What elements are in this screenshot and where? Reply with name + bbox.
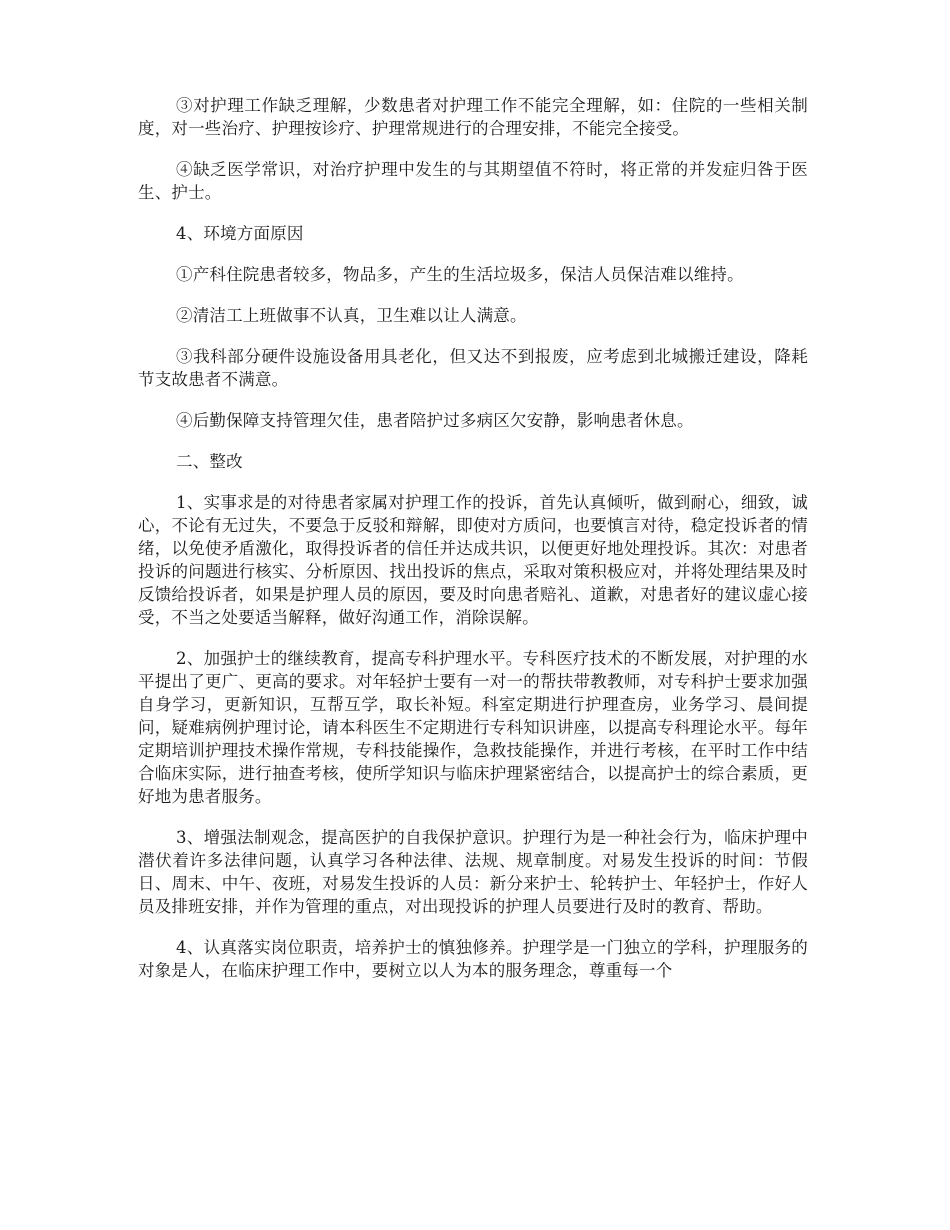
paragraph: 4、认真落实岗位职责，培养护士的慎独修养。护理学是一门独立的学科，护理服务的对象是人，在临床护理工作中，要树立以人为本的服务理念，尊重每一个 [138,938,808,980]
paragraph: ①产科住院患者较多，物品多，产生的生活垃圾多，保洁人员保洁难以维持。 [176,265,744,284]
paragraph: 3、增强法制观念，提高医护的自我保护意识。护理行为是一种社会行为，临床护理中潜伏着许多法律问题，认真学习各种法律、法规、规章制度。对易发生投诉的时间：节假日、周末、中午、夜班，对易发生投诉的人员：新分来护士、轮转护士、年轻护士，作好人员及排班安排，并作为管理的重点，对出现投诉的护理人员要进行及时的教育、帮助。 [138,828,808,916]
document-body [138,94,808,1000]
paragraph: ④后勤保障支持管理欠佳，患者陪护过多病区欠安静，影响患者休息。 [176,411,694,430]
paragraph: 2、加强护士的继续教育，提高专科护理水平。专科医疗技术的不断发展，对护理的水平提出了更广、更高的要求。对年轻护士要有一对一的帮扶带教教师，对专科护士要求加强自身学习，更新知识，互帮互学，取长补短。科室定期进行护理查房，业务学习、晨间提问，疑难病例护理讨论，请本科医生不定期进行专科知识讲座，以提高专科理论水平。每年定期培训护理技术操作常规，专科技能操作，急救技能操作，并进行考核，在平时工作中结合临床实际，进行抽查考核，使所学知识与临床护理紧密结合，以提高护士的综合素质，更好地为患者服务。 [138,649,808,806]
paragraph: 1、实事求是的对待患者家属对护理工作的投诉，首先认真倾听，做到耐心，细致，诚心，不论有无过失，不要急于反驳和辩解，即使对方质问，也要慎言对待，稳定投诉者的情绪，以免使矛盾激化，取得投诉者的信任并达成共识，以便更好地处理投诉。其次：对患者投诉的问题进行核实、分析原因、找出投诉的焦点，采取对策积极应对，并将处理结果及时反馈给投诉者，如果是护理人员的原因，要及时向患者赔礼、道歉，对患者好的建议虚心接受，不当之处要适当解释，做好沟通工作，消除误解。 [138,493,808,627]
section-heading: 4、环境方面原因 [176,224,304,243]
paragraph: ③我科部分硬件设施设备用具老化，但又达不到报废，应考虑到北城搬迁建设，降耗节支故患者不满意。 [138,347,808,389]
paragraph: ②清洁工上班做事不认真，卫生难以让人满意。 [176,306,527,325]
paragraph: ③对护理工作缺乏理解，少数患者对护理工作不能完全理解，如：住院的一些相关制度，对一些治疗、护理按诊疗、护理常规进行的合理安排，不能完全接受。 [138,96,808,138]
section-heading: 二、整改 [176,452,243,471]
paragraph: ④缺乏医学常识，对治疗护理中发生的与其期望值不符时，将正常的并发症归咎于医生、护士。 [138,160,808,202]
